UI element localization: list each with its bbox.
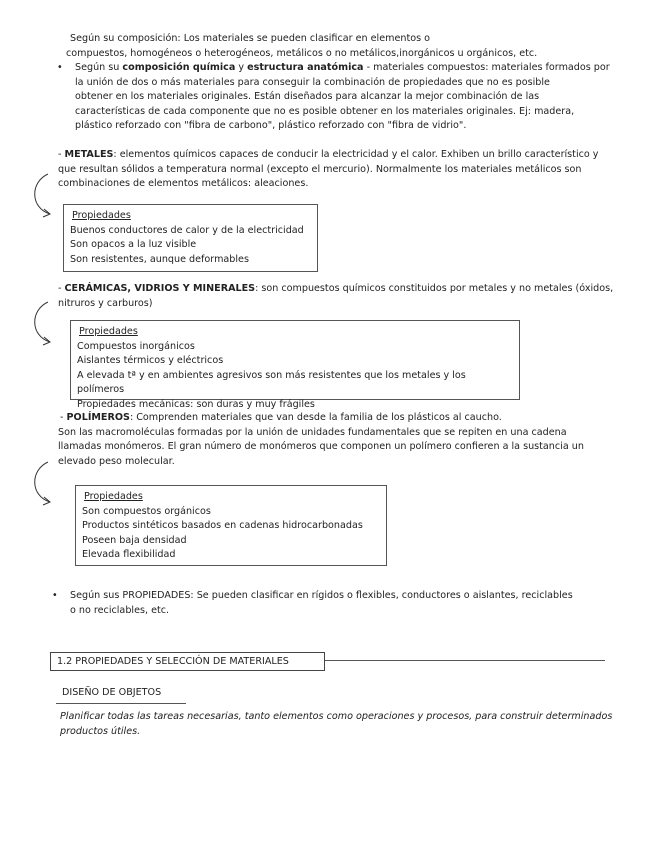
metales-line: combinaciones de elementos metálicos: aleaciones. [58, 178, 309, 190]
metales-box-title: Propiedades [72, 210, 131, 221]
polimeros-dash: - [60, 412, 67, 423]
composition-intro [66, 32, 626, 61]
metales-prop: Buenos conductores de calor y de la electricidad [70, 224, 304, 236]
section-title: 1.2 PROPIEDADES Y SELECCIÓN DE MATERIALES [50, 652, 325, 671]
bullet1-line: plástico reforzado con "fibra de carbono", plástico reforzado con "fibra de vidrio". [75, 120, 467, 132]
ceramicas-prop: Propiedades mecánicas: son duras y muy frágiles [77, 398, 315, 410]
subsection-title: DISEÑO DE OBJETOS [62, 687, 162, 698]
section-divider [325, 660, 605, 661]
polimeros-line: Son las macromoléculas formadas por la unión de unidades fundamentales que se repiten en una cadena [58, 426, 567, 438]
definition-line: Planificar todas las tareas necesarias, tanto elementos como operaciones y procesos, para construir determinados [60, 711, 613, 722]
polimeros-prop: Elevada flexibilidad [82, 549, 176, 561]
ceramicas-prop: Compuestos inorgánicos [77, 340, 195, 352]
bullet1-term-composicion: composición química [122, 62, 236, 73]
bullet1-line: características de cada componente que no es posible obtener en los materiales originales. Ej: madera, [75, 105, 575, 117]
ceramicas-box-title: Propiedades [79, 326, 138, 337]
polimeros-line: elevado peso molecular. [58, 455, 175, 467]
ceramicas-paragraph [58, 282, 638, 311]
ceramicas-first: : son compuestos químicos constituidos por metales y no metales (óxidos, [255, 283, 614, 294]
bullet-propiedades [70, 589, 610, 618]
ceramicas-properties-box [70, 320, 520, 410]
polimeros-box-title: Propiedades [84, 491, 143, 502]
metales-line: que resultan sólidos a temperatura normal (excepto el mercurio). Normalmente los materiales metálicos son [58, 163, 582, 175]
curved-arrow-icon [28, 300, 62, 354]
bullet1-rest: - materiales compuestos: materiales formados por [363, 62, 610, 73]
ceramicas-term: CERÁMICAS, VIDRIOS Y MINERALES [64, 283, 256, 294]
bullet1-line: la unión de dos o más materiales para conseguir la combinación de propiedades que no es posible [75, 76, 550, 88]
ceramicas-prop: Aislantes térmicos y eléctricos [77, 355, 224, 367]
bullet1-term-estructura: estructura anatómica [247, 62, 364, 73]
subsection-underline [56, 703, 186, 704]
metales-term: METALES [64, 149, 114, 160]
polimeros-line: llamadas monómeros. El gran número de monómeros que componen un polímero confieren a la sustancia un [58, 441, 584, 453]
ceramicas-prop: A elevada tª y en ambientes agresivos son más resistentes que los metales y los polímeros [77, 369, 466, 396]
metales-prop: Son opacos a la luz visible [70, 239, 197, 251]
metales-properties-box [63, 204, 318, 272]
polimeros-properties-box [75, 485, 387, 566]
curved-arrow-icon [28, 172, 62, 226]
ceramicas-dash: - [58, 283, 65, 294]
polimeros-prop: Poseen baja densidad [82, 534, 187, 546]
polimeros-prop: Son compuestos orgánicos [82, 505, 211, 517]
ceramicas-line: nitruros y carburos) [58, 297, 153, 309]
bullet1-mid: y [235, 62, 248, 73]
composition-intro-line: compuestos, homogéneos o heterogéneos, metálicos o no metálicos,inorgánicos u orgánicos, etc. [66, 47, 538, 59]
curved-arrow-icon [28, 460, 62, 514]
polimeros-term: POLÍMEROS [66, 412, 130, 423]
metales-paragraph [58, 148, 633, 192]
polimeros-prop: Productos sintéticos basados en cadenas hidrocarbonadas [82, 520, 363, 532]
bullet1-line: obtener en los materiales originales. Están diseñados para alcanzar la mejor combinación de las [75, 91, 540, 103]
bullet2-line: • Según sus PROPIEDADES: Se pueden clasificar en rígidos o flexibles, conductores o aislantes, reciclables [70, 590, 573, 601]
metales-first: : elementos químicos capaces de conducir la electricidad y el calor. Exhiben un brillo característico y [113, 149, 599, 160]
definition-line: productos útiles. [60, 725, 141, 737]
bullet2-line: o no reciclables, etc. [70, 604, 170, 616]
metales-prop: Son resistentes, aunque deformables [70, 253, 249, 265]
composition-intro-line: Según su composición: Los materiales se pueden clasificar en elementos o [70, 33, 430, 44]
polimeros-first: : Comprenden materiales que van desde la familia de los plásticos al caucho. [129, 412, 502, 423]
polimeros-paragraph [58, 411, 633, 469]
bullet1-prefix: Según su [75, 62, 123, 73]
definition-paragraph [60, 710, 640, 739]
metales-dash: - [58, 149, 65, 160]
bullet-composicion-quimica [75, 61, 615, 134]
